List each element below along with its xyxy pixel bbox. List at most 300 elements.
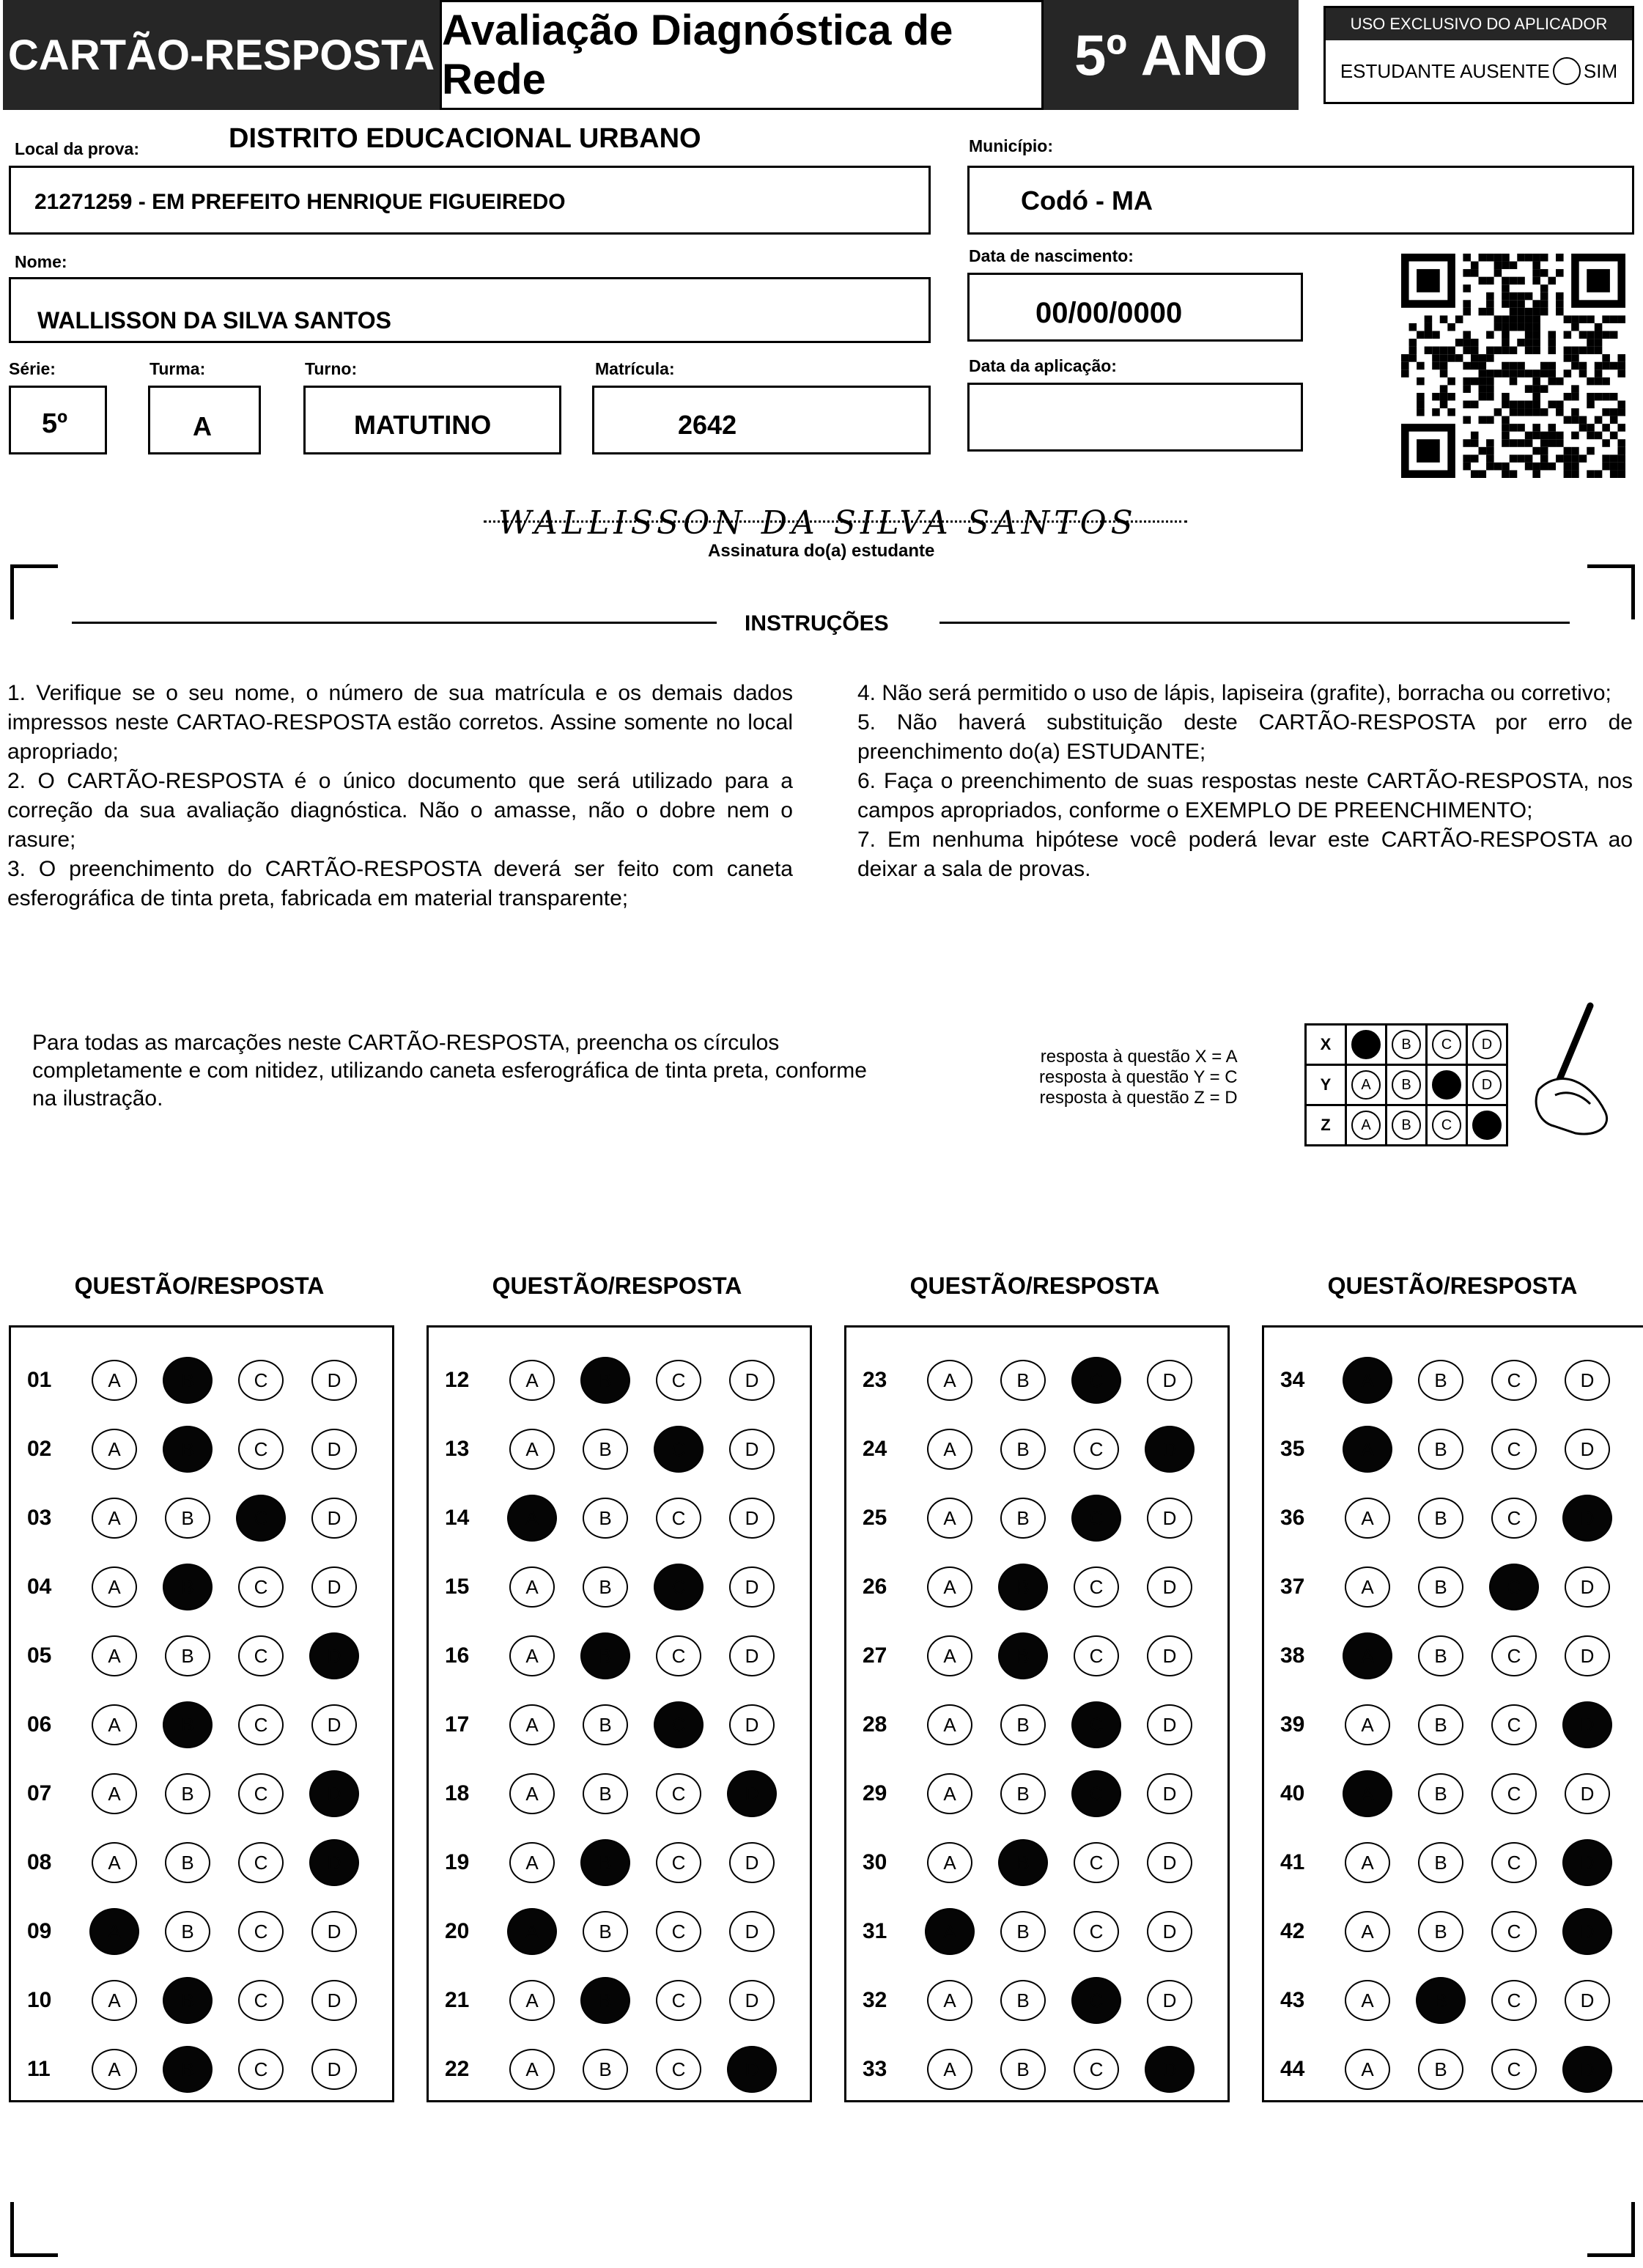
question-number: 41	[1280, 1850, 1305, 1874]
corner-mark-bottom-right	[1587, 2202, 1635, 2257]
answer-column-title: QUESTÃO/RESPOSTA	[909, 1273, 1160, 1299]
answer-bubble-a[interactable]: A	[1345, 1498, 1390, 1539]
question-number: 27	[863, 1643, 887, 1668]
example-bubble: D	[1472, 1111, 1502, 1140]
answer-bubble-c[interactable]: C	[238, 1911, 284, 1952]
applicator-label: USO EXCLUSIVO DO APLICADOR	[1326, 8, 1632, 40]
answer-bubble-b[interactable]: B	[165, 1842, 210, 1883]
question-number: 12	[445, 1368, 470, 1392]
question-row	[11, 1496, 392, 1540]
answer-bubble-a[interactable]: A	[1345, 1980, 1390, 2021]
question-row	[11, 1358, 392, 1402]
card-title: CARTÃO-RESPOSTA	[3, 0, 440, 110]
answer-bubble-a[interactable]: A	[92, 1498, 137, 1539]
answer-bubble-b[interactable]: B	[1418, 1704, 1463, 1745]
answer-bubble-b[interactable]: B	[163, 1977, 213, 2024]
answer-bubble-d[interactable]: D	[311, 1911, 357, 1952]
answer-bubble-c[interactable]: C	[1074, 2049, 1119, 2090]
answer-bubble-b[interactable]: B	[1418, 1566, 1463, 1608]
answer-bubble-d[interactable]: D	[311, 1704, 357, 1745]
question-number: 10	[27, 1988, 52, 2012]
question-row	[1264, 2047, 1643, 2091]
answer-bubble-b[interactable]: B	[1418, 1911, 1463, 1952]
corner-mark-top-right	[1587, 564, 1635, 619]
serie-label: Série:	[9, 359, 56, 378]
example-bubble: C	[1432, 1070, 1461, 1100]
answer-bubble-d[interactable]: D	[729, 1360, 775, 1401]
answer-bubble-d[interactable]: D	[1562, 2046, 1612, 2093]
example-grid	[1304, 1023, 1508, 1146]
question-number: 26	[863, 1575, 887, 1599]
answer-bubble-d[interactable]: D	[1565, 1635, 1610, 1676]
question-row	[846, 1496, 1227, 1540]
instructions-rule-right	[939, 622, 1570, 624]
answer-bubble-a[interactable]: A	[509, 1980, 555, 2021]
answer-bubble-a[interactable]: A	[925, 1908, 975, 1955]
answer-bubble-b[interactable]: B	[580, 1839, 630, 1886]
answer-bubble-a[interactable]: A	[92, 1566, 137, 1608]
answer-bubble-c[interactable]: C	[1074, 1429, 1119, 1470]
answer-bubble-c[interactable]: C	[656, 1360, 701, 1401]
answer-bubble-d[interactable]: D	[727, 2046, 777, 2093]
grade-label: 5º ANO	[1044, 0, 1299, 110]
answer-bubble-c[interactable]: C	[1074, 1911, 1119, 1952]
question-row	[846, 1910, 1227, 1954]
question-row	[11, 1427, 392, 1471]
answer-bubble-a[interactable]: A	[92, 2049, 137, 2090]
answer-bubble-c[interactable]: C	[1491, 1635, 1537, 1676]
question-number: 31	[863, 1919, 887, 1943]
answer-bubble-b[interactable]: B	[583, 1429, 628, 1470]
answer-bubble-b[interactable]: B	[1418, 1360, 1463, 1401]
question-number: 32	[863, 1988, 887, 2012]
answer-bubble-c[interactable]: C	[656, 1498, 701, 1539]
answer-bubble-b[interactable]: B	[1000, 1773, 1046, 1814]
nome-value: WALLISSON DA SILVA SANTOS	[37, 307, 391, 334]
answer-bubble-d[interactable]: D	[729, 1911, 775, 1952]
answer-bubble-c[interactable]: C	[1071, 1701, 1121, 1748]
question-number: 06	[27, 1712, 52, 1737]
aplicacao-field	[967, 383, 1303, 452]
question-row	[11, 1703, 392, 1747]
answer-bubble-d[interactable]: D	[1147, 1980, 1192, 2021]
answer-bubble-c[interactable]: C	[1071, 1357, 1121, 1404]
answer-bubble-b[interactable]: B	[165, 1773, 210, 1814]
answer-bubble-b[interactable]: B	[1418, 1498, 1463, 1539]
question-number: 18	[445, 1781, 470, 1805]
answer-bubble-b[interactable]: B	[998, 1839, 1048, 1886]
answer-bubble-d[interactable]: D	[1565, 1360, 1610, 1401]
qr-code-icon	[1401, 254, 1625, 478]
municipio-value: Codó - MA	[1021, 185, 1153, 216]
corner-mark-top-left	[10, 564, 58, 619]
answer-bubble-a[interactable]: A	[509, 1773, 555, 1814]
answer-bubble-c[interactable]: C	[1491, 1498, 1537, 1539]
answer-bubble-c[interactable]: C	[1074, 1635, 1119, 1676]
question-number: 33	[863, 2057, 887, 2081]
answer-bubble-d[interactable]: D	[311, 1498, 357, 1539]
answer-bubble-d[interactable]: D	[1147, 1842, 1192, 1883]
instruction-7: 7. Em nenhuma hipótese você poderá levar este CARTÃO-RESPOSTA ao deixar a sala de provas.	[857, 828, 1633, 881]
local-value: 21271259 - EM PREFEITO HENRIQUE FIGUEIREDO	[34, 190, 566, 214]
question-row	[1264, 1634, 1643, 1678]
pen-hand-icon	[1495, 1001, 1620, 1141]
answer-bubble-b[interactable]: B	[583, 1498, 628, 1539]
answer-column	[844, 1325, 1230, 2102]
question-row	[1264, 1703, 1643, 1747]
answer-bubble-b[interactable]: B	[583, 1704, 628, 1745]
question-row	[846, 1978, 1227, 2022]
answer-bubble-d[interactable]: D	[1147, 1360, 1192, 1401]
answer-bubble-b[interactable]: B	[1418, 1842, 1463, 1883]
answer-bubble-a[interactable]: A	[1345, 2049, 1390, 2090]
signature-label: Assinatura do(a) estudante	[708, 541, 935, 561]
matricula-field	[592, 386, 931, 454]
answer-bubble-d[interactable]: D	[309, 1770, 359, 1817]
question-row	[429, 1565, 810, 1609]
answer-bubble-d[interactable]: D	[1147, 1635, 1192, 1676]
question-row	[11, 1772, 392, 1816]
question-row	[846, 1634, 1227, 1678]
question-row	[11, 1978, 392, 2022]
answer-bubble-b[interactable]: B	[580, 1357, 630, 1404]
question-number: 07	[27, 1781, 52, 1805]
answer-bubble-c[interactable]: C	[656, 1842, 701, 1883]
answer-bubble-c[interactable]: C	[1491, 1360, 1537, 1401]
answer-bubble-c[interactable]: C	[238, 1704, 284, 1745]
answer-bubble-b[interactable]: B	[580, 1632, 630, 1679]
question-row	[11, 1565, 392, 1609]
absent-checkbox[interactable]	[1553, 57, 1581, 85]
question-row	[1264, 1565, 1643, 1609]
instructions-right	[857, 679, 1633, 884]
answer-bubble-b[interactable]: B	[1418, 2049, 1463, 2090]
answer-bubble-c[interactable]: C	[1491, 1911, 1537, 1952]
question-row	[429, 2047, 810, 2091]
answer-bubble-d[interactable]: D	[729, 1429, 775, 1470]
question-row	[1264, 1978, 1643, 2022]
answer-bubble-a[interactable]: A	[927, 2049, 972, 2090]
answer-bubble-b[interactable]: B	[1000, 1704, 1046, 1745]
answer-bubble-b[interactable]: B	[163, 2046, 213, 2093]
question-number: 29	[863, 1781, 887, 1805]
answer-bubble-d[interactable]: D	[727, 1770, 777, 1817]
answer-bubble-a[interactable]: A	[927, 1429, 972, 1470]
question-number: 38	[1280, 1643, 1305, 1668]
turma-value: A	[193, 411, 212, 441]
answer-bubble-a[interactable]: A	[1343, 1426, 1392, 1473]
answer-bubble-c[interactable]: C	[238, 1429, 284, 1470]
corner-mark-bottom-left	[10, 2202, 58, 2257]
answer-bubble-c[interactable]: C	[238, 1566, 284, 1608]
answer-bubble-b[interactable]: B	[1000, 1980, 1046, 2021]
question-row	[1264, 1841, 1643, 1885]
answer-bubble-c[interactable]: C	[238, 1842, 284, 1883]
answer-bubble-b[interactable]: B	[1418, 1773, 1463, 1814]
answer-bubble-d[interactable]: D	[311, 1360, 357, 1401]
answer-bubble-c[interactable]: C	[238, 1635, 284, 1676]
answer-bubble-a[interactable]: A	[927, 1498, 972, 1539]
answer-column	[1262, 1325, 1643, 2102]
answer-bubble-b[interactable]: B	[163, 1564, 213, 1610]
question-number: 34	[1280, 1368, 1305, 1392]
matricula-value: 2642	[678, 410, 737, 440]
answer-bubble-d[interactable]: D	[1565, 1566, 1610, 1608]
answer-bubble-c[interactable]: C	[1074, 1842, 1119, 1883]
answer-bubble-b[interactable]: B	[998, 1564, 1048, 1610]
answer-bubble-d[interactable]: D	[729, 1980, 775, 2021]
turno-field	[303, 386, 561, 454]
answer-bubble-a[interactable]: A	[509, 1429, 555, 1470]
answer-bubble-a[interactable]: A	[927, 1360, 972, 1401]
question-row	[11, 1910, 392, 1954]
answer-bubble-c[interactable]: C	[654, 1426, 704, 1473]
answer-bubble-c[interactable]: C	[656, 1911, 701, 1952]
signature: WALLISSON DA SILVA SANTOS	[498, 504, 1137, 542]
question-row	[429, 1634, 810, 1678]
answer-bubble-a[interactable]: A	[89, 1908, 139, 1955]
answer-bubble-d[interactable]: D	[729, 1842, 775, 1883]
answer-bubble-a[interactable]: A	[92, 1360, 137, 1401]
answer-bubble-a[interactable]: A	[1343, 1632, 1392, 1679]
answer-bubble-a[interactable]: A	[927, 1704, 972, 1745]
example-line-x: resposta à questão X = A	[1040, 1047, 1238, 1067]
answer-bubble-d[interactable]: D	[1147, 1773, 1192, 1814]
answer-bubble-b[interactable]: B	[583, 1911, 628, 1952]
question-row	[1264, 1496, 1643, 1540]
answer-bubble-d[interactable]: D	[311, 2049, 357, 2090]
example-row-label: Y	[1306, 1065, 1346, 1105]
answer-bubble-c[interactable]: C	[1491, 1704, 1537, 1745]
instruction-6: 6. Faça o preenchimento de suas respostas neste CARTÃO-RESPOSTA, nos campos apropriados, conforme o EXEMPLO DE PREENCHIMENTO;	[857, 769, 1633, 822]
question-number: 21	[445, 1988, 470, 2012]
municipio-field	[967, 166, 1634, 235]
answer-bubble-c[interactable]: C	[1491, 1773, 1537, 1814]
answer-bubble-c[interactable]: C	[656, 1980, 701, 2021]
question-number: 01	[27, 1368, 52, 1392]
answer-bubble-d[interactable]: D	[1562, 1908, 1612, 1955]
answer-bubble-d[interactable]: D	[1565, 1980, 1610, 2021]
example-line-y: resposta à questão Y = C	[1039, 1067, 1238, 1087]
answer-bubble-c[interactable]: C	[654, 1564, 704, 1610]
question-number: 22	[445, 2057, 470, 2081]
answer-bubble-b[interactable]: B	[163, 1426, 213, 1473]
question-number: 11	[27, 2057, 51, 2081]
answer-bubble-d[interactable]: D	[1562, 1701, 1612, 1748]
answer-bubble-d[interactable]: D	[1145, 1426, 1195, 1473]
question-number: 17	[445, 1712, 470, 1737]
answer-bubble-b[interactable]: B	[1000, 1498, 1046, 1539]
example-bubble: A	[1351, 1070, 1381, 1100]
answer-bubble-a[interactable]: A	[1345, 1704, 1390, 1745]
answer-bubble-b[interactable]: B	[583, 2049, 628, 2090]
answer-bubble-a[interactable]: A	[1343, 1357, 1392, 1404]
answer-bubble-a[interactable]: A	[927, 1566, 972, 1608]
answer-bubble-d[interactable]: D	[1147, 1911, 1192, 1952]
answer-bubble-d[interactable]: D	[729, 1635, 775, 1676]
local-field	[9, 166, 931, 235]
answer-bubble-b[interactable]: B	[583, 1773, 628, 1814]
nome-label: Nome:	[15, 252, 67, 271]
answer-bubble-b[interactable]: B	[163, 1357, 213, 1404]
answer-bubble-d[interactable]: D	[729, 1704, 775, 1745]
instruction-2: 2. O CARTÃO-RESPOSTA é o único documento que será utilizado para a correção da sua avaliação diagnóstica. Não o amasse, não o dobre nem o rasure;	[7, 769, 793, 852]
answer-bubble-b[interactable]: B	[998, 1632, 1048, 1679]
answer-bubble-a[interactable]: A	[927, 1773, 972, 1814]
answer-bubble-b[interactable]: B	[165, 1911, 210, 1952]
answer-bubble-c[interactable]: C	[1491, 2049, 1537, 2090]
answer-bubble-c[interactable]: C	[656, 1773, 701, 1814]
answer-bubble-a[interactable]: A	[509, 1360, 555, 1401]
question-number: 44	[1280, 2057, 1305, 2081]
nascimento-field	[967, 273, 1303, 342]
answer-bubble-b[interactable]: B	[1000, 1360, 1046, 1401]
answer-bubble-c[interactable]: C	[238, 1360, 284, 1401]
answer-bubble-a[interactable]: A	[509, 2049, 555, 2090]
answer-bubble-c[interactable]: C	[236, 1495, 286, 1542]
example-bubble: A	[1351, 1111, 1381, 1140]
answer-column-title: QUESTÃO/RESPOSTA	[1327, 1273, 1578, 1299]
question-row	[846, 2047, 1227, 2091]
answer-column-title: QUESTÃO/RESPOSTA	[74, 1273, 325, 1299]
question-row	[429, 1910, 810, 1954]
example-row-label: X	[1306, 1025, 1346, 1065]
question-number: 15	[445, 1575, 470, 1599]
answer-bubble-d[interactable]: D	[1147, 1566, 1192, 1608]
question-row	[429, 1496, 810, 1540]
answer-bubble-b[interactable]: B	[1000, 2049, 1046, 2090]
answer-bubble-b[interactable]: B	[1000, 1429, 1046, 1470]
question-number: 37	[1280, 1575, 1305, 1599]
answer-bubble-d[interactable]: D	[1565, 1429, 1610, 1470]
answer-bubble-a[interactable]: A	[92, 1842, 137, 1883]
answer-bubble-c[interactable]: C	[654, 1701, 704, 1748]
answer-bubble-a[interactable]: A	[507, 1495, 557, 1542]
answer-bubble-a[interactable]: A	[927, 1980, 972, 2021]
aplicacao-label: Data da aplicação:	[969, 356, 1117, 375]
exam-title: Avaliação Diagnóstica de Rede	[440, 0, 1044, 110]
answer-bubble-d[interactable]: D	[1562, 1495, 1612, 1542]
question-number: 20	[445, 1919, 470, 1943]
answer-bubble-d[interactable]: D	[729, 1498, 775, 1539]
district-name: DISTRITO EDUCACIONAL URBANO	[229, 123, 701, 154]
example-bubble: C	[1432, 1111, 1461, 1140]
question-row	[846, 1841, 1227, 1885]
answer-bubble-c[interactable]: C	[1071, 1770, 1121, 1817]
answer-bubble-d[interactable]: D	[311, 1980, 357, 2021]
municipio-label: Município:	[969, 136, 1053, 155]
answer-bubble-d[interactable]: D	[311, 1566, 357, 1608]
answer-bubble-a[interactable]: A	[927, 1635, 972, 1676]
answer-bubble-a[interactable]: A	[92, 1429, 137, 1470]
answer-bubble-c[interactable]: C	[656, 1635, 701, 1676]
answer-bubble-a[interactable]: A	[92, 1635, 137, 1676]
question-row	[846, 1772, 1227, 1816]
answer-bubble-a[interactable]: A	[509, 1842, 555, 1883]
question-number: 13	[445, 1437, 470, 1461]
answer-bubble-a[interactable]: A	[927, 1842, 972, 1883]
answer-bubble-a[interactable]: A	[509, 1566, 555, 1608]
answer-bubble-c[interactable]: C	[238, 2049, 284, 2090]
answer-bubble-d[interactable]: D	[311, 1429, 357, 1470]
answer-bubble-b[interactable]: B	[1418, 1429, 1463, 1470]
answer-bubble-b[interactable]: B	[1416, 1977, 1466, 2024]
answer-bubble-c[interactable]: C	[1489, 1564, 1539, 1610]
turma-label: Turma:	[149, 359, 206, 378]
example-bubble: D	[1472, 1030, 1502, 1059]
answer-column	[427, 1325, 812, 2102]
answer-bubble-a[interactable]: A	[507, 1908, 557, 1955]
answer-bubble-c[interactable]: C	[1491, 1429, 1537, 1470]
question-row	[11, 1634, 392, 1678]
answer-bubble-a[interactable]: A	[1345, 1842, 1390, 1883]
example-bubble: C	[1432, 1030, 1461, 1059]
answer-bubble-c[interactable]: C	[1074, 1566, 1119, 1608]
turno-label: Turno:	[305, 359, 358, 378]
answer-bubble-d[interactable]: D	[1562, 1839, 1612, 1886]
question-row	[846, 1427, 1227, 1471]
answer-bubble-a[interactable]: A	[509, 1704, 555, 1745]
instructions-left	[7, 679, 793, 913]
answer-bubble-b[interactable]: B	[1000, 1911, 1046, 1952]
answer-bubble-a[interactable]: A	[92, 1704, 137, 1745]
example-bubble: A	[1351, 1030, 1381, 1059]
question-number: 39	[1280, 1712, 1305, 1737]
answer-bubble-a[interactable]: A	[1343, 1770, 1392, 1817]
local-label: Local da prova:	[15, 139, 139, 158]
answer-bubble-a[interactable]: A	[509, 1635, 555, 1676]
question-row	[1264, 1427, 1643, 1471]
answer-bubble-d[interactable]: D	[729, 1566, 775, 1608]
answer-bubble-a[interactable]: A	[1345, 1566, 1390, 1608]
answer-bubble-c[interactable]: C	[1491, 1842, 1537, 1883]
answer-bubble-b[interactable]: B	[580, 1977, 630, 2024]
answer-bubble-a[interactable]: A	[92, 1773, 137, 1814]
answer-bubble-d[interactable]: D	[1145, 2046, 1195, 2093]
answer-bubble-c[interactable]: C	[1491, 1980, 1537, 2021]
question-row	[11, 2047, 392, 2091]
answer-bubble-c[interactable]: C	[656, 2049, 701, 2090]
answer-bubble-b[interactable]: B	[165, 1635, 210, 1676]
answer-bubble-a[interactable]: A	[92, 1980, 137, 2021]
answer-bubble-d[interactable]: D	[309, 1632, 359, 1679]
answer-bubble-b[interactable]: B	[165, 1498, 210, 1539]
question-number: 43	[1280, 1988, 1305, 2012]
answer-bubble-d[interactable]: D	[1565, 1773, 1610, 1814]
question-number: 19	[445, 1850, 470, 1874]
answer-bubble-c[interactable]: C	[1071, 1495, 1121, 1542]
answer-bubble-a[interactable]: A	[1345, 1911, 1390, 1952]
question-number: 40	[1280, 1781, 1305, 1805]
answer-bubble-d[interactable]: D	[1147, 1704, 1192, 1745]
example-bubble: D	[1472, 1070, 1502, 1100]
turma-field	[148, 386, 261, 454]
absent-yes-label: SIM	[1583, 59, 1618, 82]
question-row	[846, 1565, 1227, 1609]
answer-bubble-b[interactable]: B	[163, 1701, 213, 1748]
answer-bubble-d[interactable]: D	[309, 1839, 359, 1886]
question-number: 14	[445, 1506, 470, 1530]
answer-bubble-c[interactable]: C	[238, 1980, 284, 2021]
answer-bubble-b[interactable]: B	[583, 1566, 628, 1608]
answer-bubble-b[interactable]: B	[1418, 1635, 1463, 1676]
turno-value: MATUTINO	[354, 410, 492, 440]
answer-bubble-c[interactable]: C	[238, 1773, 284, 1814]
matricula-label: Matrícula:	[595, 359, 675, 378]
answer-column-title: QUESTÃO/RESPOSTA	[492, 1273, 742, 1299]
answer-bubble-d[interactable]: D	[1147, 1498, 1192, 1539]
answer-bubble-c[interactable]: C	[1071, 1977, 1121, 2024]
